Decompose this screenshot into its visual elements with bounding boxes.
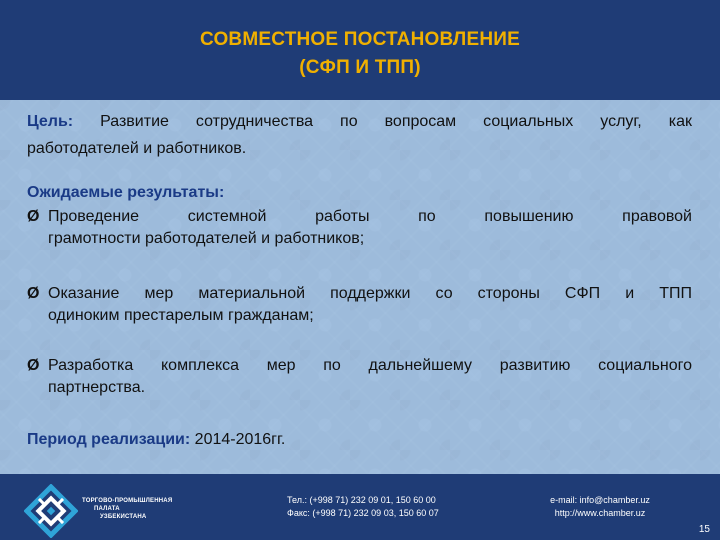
title-line-1: СОВМЕСТНОЕ ПОСТАНОВЛЕНИЕ — [200, 29, 520, 50]
org-name-line-1: ТОРГОВО-ПРОМЫШЛЕННАЯ — [82, 498, 173, 504]
period-label: Период реализации: — [27, 431, 191, 448]
website-link[interactable]: http://www.chamber.uz — [554, 508, 646, 518]
chamber-logo-icon — [24, 484, 78, 538]
result-item-2 — [27, 283, 692, 327]
period-value: 2014-2016гг. — [190, 431, 286, 448]
contacts-block — [287, 494, 439, 520]
page-number: 15 — [698, 524, 710, 535]
arrow-bullet-icon: Ø — [27, 208, 40, 225]
period-line — [27, 429, 692, 451]
goal-text-1: Развитие сотрудничества по вопросам социальных услуг, как — [73, 113, 692, 130]
fax-text: Факс: (+998 71) 232 09 03, 150 60 07 — [287, 508, 439, 518]
result-item-1 — [27, 206, 692, 250]
goal-line-2: работодателей и работников. — [27, 140, 247, 157]
title-line-2: (СФП И ТПП) — [299, 57, 421, 78]
goal-line-1 — [27, 111, 692, 133]
arrow-bullet-icon: Ø — [27, 357, 40, 374]
org-name — [82, 497, 172, 521]
result-item-1-line-2: грамотности работодателей и работников; — [48, 230, 365, 247]
result-item-3-line-1: Разработка комплекса мер по дальнейшему развитию социального — [48, 357, 692, 374]
email-link[interactable]: e-mail: info@chamber.uz — [550, 495, 650, 505]
arrow-bullet-icon: Ø — [27, 285, 40, 302]
org-name-line-3: УЗБЕКИСТАНА — [100, 514, 147, 520]
phone-text: Тел.: (+998 71) 232 09 01, 150 60 00 — [287, 495, 436, 505]
result-item-2-line-1: Оказание мер материальной поддержки со стороны СФП и ТПП — [48, 285, 692, 302]
slide-title — [0, 26, 720, 82]
results-label: Ожидаемые результаты: — [27, 184, 225, 201]
result-item-1-line-1: Проведение системной работы по повышению правовой — [48, 208, 692, 225]
org-name-line-2: ПАЛАТА — [94, 506, 120, 512]
result-item-3-line-2: партнерства. — [48, 379, 146, 396]
goal-label: Цель: — [27, 113, 74, 130]
result-item-3 — [27, 355, 692, 399]
web-block — [520, 494, 680, 520]
result-item-2-line-2: одиноким престарелым гражданам; — [48, 307, 314, 324]
